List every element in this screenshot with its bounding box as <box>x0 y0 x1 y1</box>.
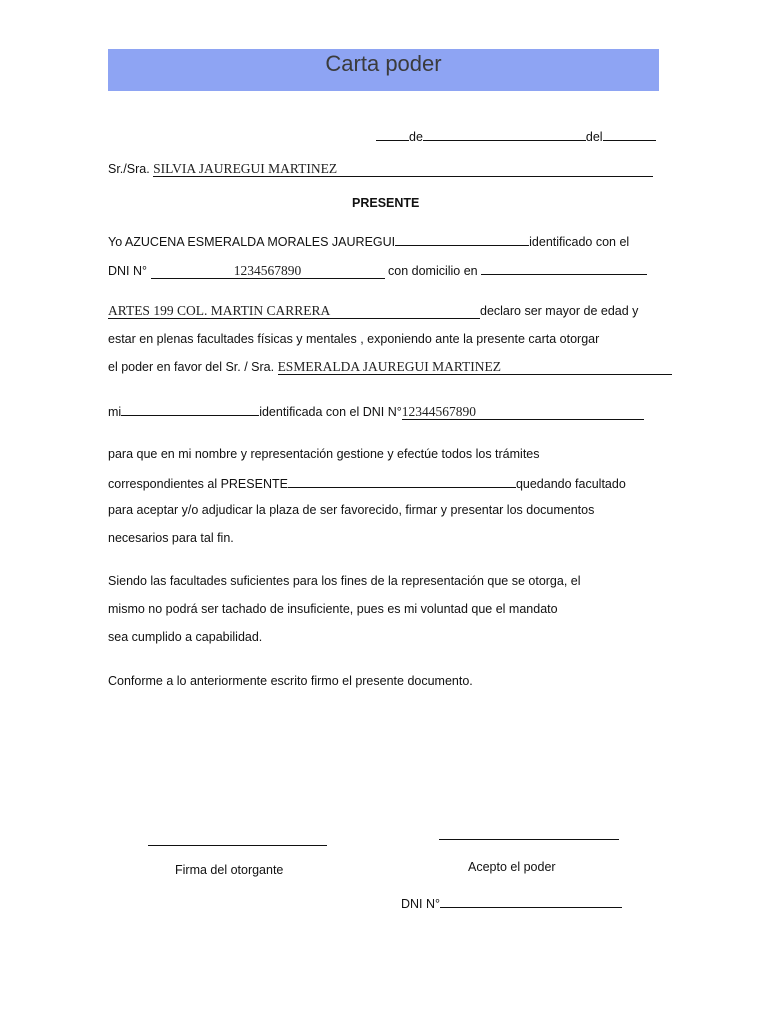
closing-statement: Conforme a lo anteriormente escrito firmo el presente documento. <box>108 674 473 688</box>
mi-blank <box>121 403 259 416</box>
grantor-blank <box>395 233 529 246</box>
correspondientes-text: correspondientes al PRESENTE <box>108 477 288 491</box>
dni-line <box>108 262 647 279</box>
date-del: del <box>585 130 603 144</box>
dni-value: 1234567890 <box>233 263 302 278</box>
acceptor-signature-label: Acepto el poder <box>468 860 556 874</box>
acceptor-signature-line <box>439 839 619 840</box>
para3-line3: para aceptar y/o adjudicar la plaza de ser favorecido, firmar y presentar los documentos <box>108 503 595 517</box>
presente-heading: PRESENTE <box>352 196 420 210</box>
proxy-prefix: el poder en favor del Sr. / Sra. <box>108 360 275 374</box>
quedando-text: quedando facultado <box>515 477 626 491</box>
acceptor-dni-blank <box>440 895 622 908</box>
proxy-dni-value: 12344567890 <box>401 404 477 419</box>
date-de: de <box>409 130 423 144</box>
grantor-text: Yo AZUCENA ESMERALDA MORALES JAUREGUI <box>108 235 396 249</box>
facultades-line: estar en plenas facultades físicas y mentales , exponiendo ante la presente carta otorgar <box>108 332 600 346</box>
acceptor-dni-label: DNI N° <box>401 897 441 911</box>
proxy-line <box>108 360 672 375</box>
grantor-line <box>108 233 629 249</box>
addressee-name: SILVIA JAUREGUI MARTINEZ <box>153 161 338 176</box>
identificada-text: identificada con el DNI N° <box>259 405 402 419</box>
grantor-signature-line <box>148 845 327 846</box>
dni-label: DNI N° <box>108 264 148 278</box>
para3-line2 <box>108 475 626 491</box>
document-title: Carta poder <box>325 51 442 76</box>
identificado-text: identificado con el <box>529 235 630 249</box>
declaro-text: declaro ser mayor de edad y <box>480 304 639 318</box>
addressee-prefix: Sr./Sra. <box>108 162 150 176</box>
mi-text: mi <box>108 405 122 419</box>
dni-field <box>151 264 385 279</box>
proxy-name: ESMERALDA JAUREGUI MARTINEZ <box>277 359 501 374</box>
addressee-line <box>108 162 653 177</box>
para4-line3: sea cumplido a capabilidad. <box>108 630 263 644</box>
grantor-signature-label: Firma del otorgante <box>175 863 284 877</box>
address-value: ARTES 199 COL. MARTIN CARRERA <box>108 303 331 318</box>
addressee-field <box>153 162 653 177</box>
para4-line2: mismo no podrá ser tachado de insuficiente, pues es mi voluntad que el mandato <box>108 602 558 616</box>
para4-line1: Siendo las facultades suficientes para los fines de la representación que se otorga, el <box>108 574 581 588</box>
month-blank <box>423 128 586 141</box>
day-blank <box>376 128 409 141</box>
mi-line <box>108 403 644 420</box>
address-line <box>108 304 638 319</box>
address-field <box>108 304 480 319</box>
domicilio-blank <box>481 262 647 275</box>
para3-line4: necesarios para tal fin. <box>108 531 234 545</box>
title-banner <box>108 49 659 91</box>
date-line <box>376 128 656 144</box>
proxy-dni-field <box>402 405 644 420</box>
para3-line1: para que en mi nombre y representación gestione y efectúe todos los trámites <box>108 447 540 461</box>
presente-blank <box>288 475 516 488</box>
proxy-field <box>278 360 672 375</box>
domicilio-text: con domicilio en <box>388 264 478 278</box>
acceptor-dni-line <box>401 895 622 911</box>
year-blank <box>603 128 656 141</box>
